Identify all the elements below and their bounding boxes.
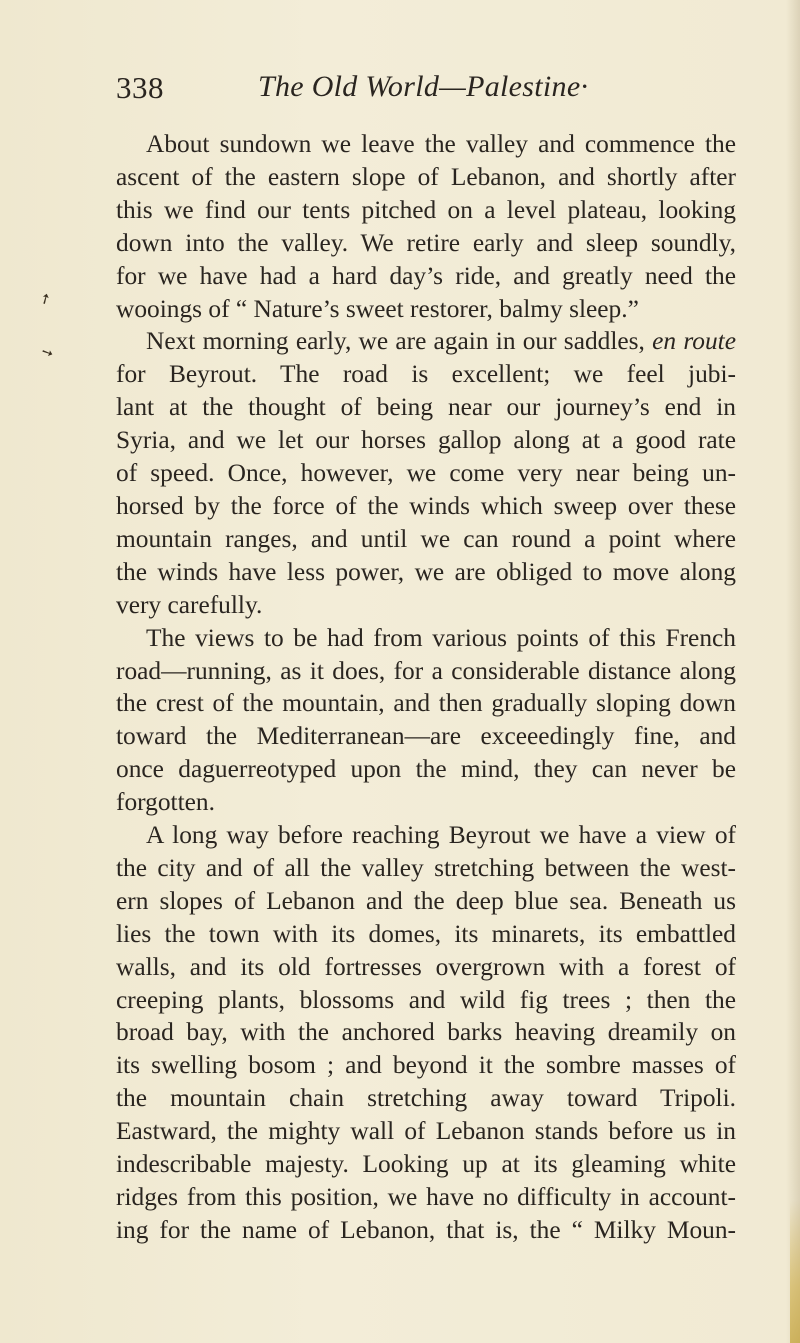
- text-line: creeping plants, blossoms and wild fig trees ; then the: [116, 985, 736, 1014]
- text-line: toward the Mediterranean—are exceeedingly fine, and: [116, 722, 736, 751]
- text-line: The views to be had from various points of this French: [146, 623, 736, 652]
- page-header: [116, 70, 740, 114]
- text-line: the winds have less power, we are obliged to move along: [116, 557, 736, 586]
- paragraph: [116, 622, 736, 819]
- text-fragment: for Beyrout. The road is excellent; we feel jubi-: [116, 360, 736, 389]
- margin-mark-icon: ➚: [37, 290, 55, 309]
- text-line: Eastward, the mighty wall of Lebanon stands before us in: [116, 1117, 736, 1146]
- text-line: its swelling bosom ; and beyond it the sombre masses of: [116, 1051, 736, 1080]
- paragraph: [116, 128, 736, 325]
- page-number: 338: [116, 70, 164, 105]
- text-line: [116, 358, 736, 391]
- text-line: ing for the name of Lebanon, that is, the “ Milky Moun-: [116, 1215, 736, 1244]
- text-line: lant at the thought of being near our journey’s end in: [116, 393, 736, 422]
- margin-mark-icon: ➘: [39, 344, 57, 363]
- italic-phrase: en route: [652, 327, 736, 356]
- text-line: horsed by the force of the winds which sweep over these: [116, 491, 736, 520]
- text-line: A long way before reaching Beyrout we have a view of: [146, 821, 736, 850]
- text-line: About sundown we leave the valley and commence the: [146, 130, 736, 158]
- text-line: ascent of the eastern slope of Lebanon, and shortly after: [116, 162, 736, 191]
- text-line: forgotten.: [116, 788, 215, 817]
- body-text: [116, 128, 736, 1247]
- running-title: The Old World—Palestine·: [258, 70, 589, 103]
- text-line: once daguerreotyped upon the mind, they can never be: [116, 755, 736, 784]
- text-line: the mountain chain stretching away toward Tripoli.: [116, 1084, 736, 1113]
- text-line: Syria, and we let our horses gallop along at a good rate: [116, 426, 736, 455]
- text-line: broad bay, with the anchored barks heaving dreamily on: [116, 1018, 736, 1047]
- text-line: this we find our tents pitched on a level plateau, looking: [116, 195, 736, 224]
- text-line: road—running, as it does, for a considerable distance along: [116, 656, 736, 685]
- text-line: indescribable majesty. Looking up at its gleaming white: [116, 1150, 736, 1179]
- paragraph: [116, 325, 736, 621]
- text-line: ern slopes of Lebanon and the deep blue sea. Beneath us: [116, 886, 736, 915]
- text-line: down into the valley. We retire early and sleep soundly,: [116, 228, 736, 257]
- text-line: very carefully.: [116, 590, 263, 619]
- text-line: [116, 325, 736, 358]
- text-line: walls, and its old fortresses overgrown with a forest of: [116, 952, 736, 981]
- paragraph: [116, 819, 736, 1247]
- text-line: lies the town with its domes, its minarets, its embattled: [116, 919, 736, 948]
- text-line: wooings of “ Nature’s sweet restorer, balmy sleep.”: [116, 294, 639, 323]
- text-line: ridges from this position, we have no difficulty in account-: [116, 1183, 736, 1211]
- page-edge-shadow: [786, 0, 800, 1343]
- page-edge-stain: [790, 1200, 800, 1343]
- text-line: mountain ranges, and until we can round a point where: [116, 524, 736, 553]
- text-line: of speed. Once, however, we come very near being un-: [116, 459, 736, 488]
- text-line: the crest of the mountain, and then gradually sloping down: [116, 689, 736, 718]
- text-line: for we have had a hard day’s ride, and greatly need the: [116, 261, 736, 290]
- text-fragment: Next morning early, we are again in our saddles,: [146, 327, 645, 356]
- text-line: the city and of all the valley stretching between the west-: [116, 853, 736, 882]
